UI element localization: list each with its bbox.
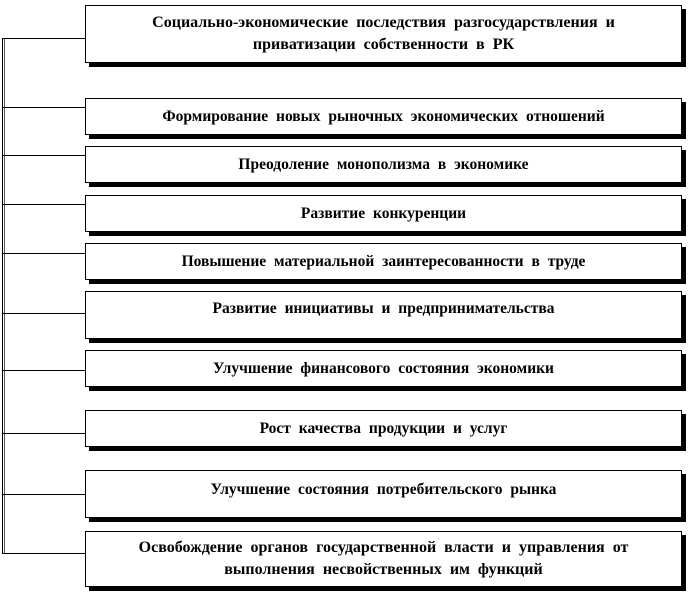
connector-item-8 xyxy=(3,494,85,495)
vertical-connector-line xyxy=(2,38,5,554)
item-text-4: Повышение материальной заинтересованности в труде xyxy=(181,252,586,270)
item-box-1 xyxy=(85,98,682,135)
connector-item-4 xyxy=(3,253,85,254)
connector-item-1 xyxy=(3,107,85,108)
item-box-7 xyxy=(85,410,682,447)
connector-item-7 xyxy=(3,433,85,434)
connector-item-5 xyxy=(3,313,85,314)
item-text-5: Развитие инициативы и предпринимательства xyxy=(212,300,555,317)
item-box-9 xyxy=(85,531,682,587)
connector-item-3 xyxy=(3,204,85,205)
item-box-4 xyxy=(85,243,682,280)
item-text-3: Развитие конкуренции xyxy=(300,204,467,222)
title-text: Социально-экономические последствия разгосударствления и приватизации собственности в РК xyxy=(152,14,615,53)
item-text-8: Улучшение состояния потребительского рынка xyxy=(210,481,557,498)
connector-item-2 xyxy=(3,155,85,156)
item-text-6: Улучшение финансового состояния экономики xyxy=(213,359,554,377)
connector-title xyxy=(3,38,85,39)
item-box-8 xyxy=(85,470,682,518)
item-text-1: Формирование новых рыночных экономических отношений xyxy=(162,107,605,125)
item-text-9: Освобождение органов государственной власти и управления от выполнения несвойственных им функций xyxy=(138,539,629,578)
connector-item-9 xyxy=(3,553,85,554)
item-text-2: Преодоление монополизма в экономике xyxy=(238,155,529,173)
item-box-6 xyxy=(85,350,682,387)
title-box xyxy=(85,5,682,63)
item-box-5 xyxy=(85,291,682,339)
item-box-2 xyxy=(85,146,682,183)
item-text-7: Рост качества продукции и услуг xyxy=(259,419,508,437)
item-box-3 xyxy=(85,195,682,232)
connector-item-6 xyxy=(3,370,85,371)
